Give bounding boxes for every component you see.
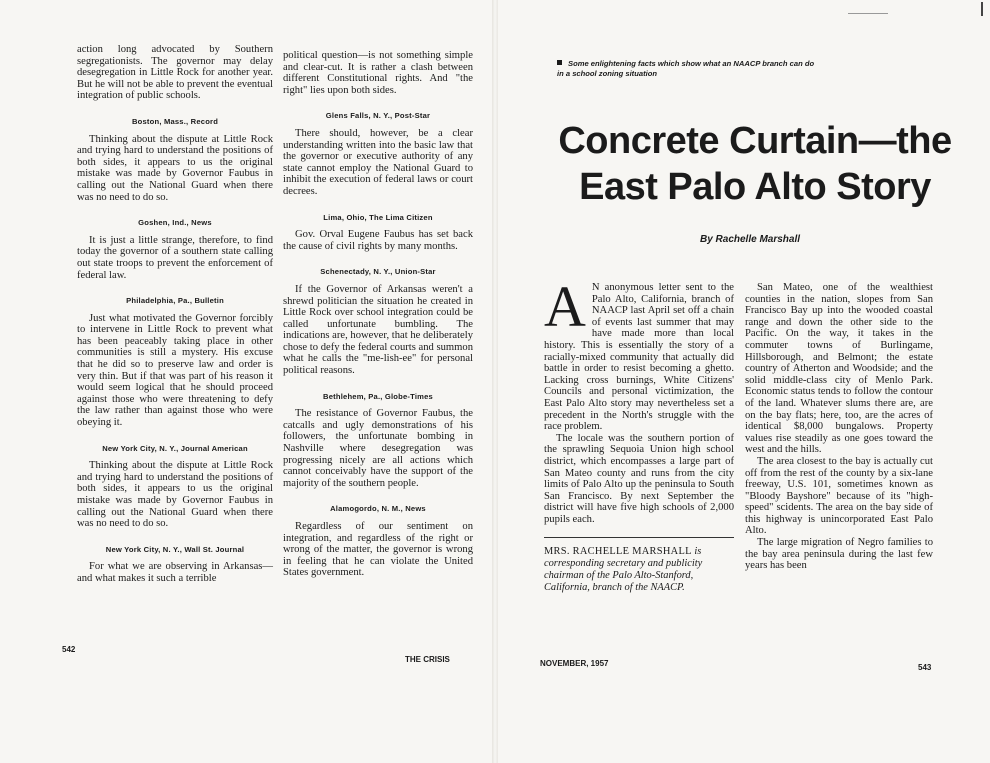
source-heading: Schenectady, N. Y., Union-Star bbox=[320, 267, 436, 277]
headline-line-2: East Palo Alto Story bbox=[579, 166, 931, 208]
article-column-2 bbox=[745, 282, 933, 572]
drop-cap: A bbox=[544, 274, 586, 339]
bullet-icon bbox=[557, 60, 562, 65]
editorial-quote: Just what motivated the Governor forcibly to intervene in Little Rock to prevent what has been peaceably taking place in other communities is still a mystery. His excuse that he did so to preserve law and order is very thin. But if that was part of his reason it would seem logical that he should proceed against those who were threatening to defy the law rather than against those who were obeying it. bbox=[77, 312, 273, 429]
author-note-text: is corresponding secretary and publicity chairman of the Palo Alto-Stanford, California, branch of the NAACP. bbox=[544, 546, 703, 594]
editorial-quote: There should, however, be a clear understanding written into the basic law that the governor or executive authority of any state cannot employ the National Guard to inhibit the execution of federal laws or court decrees. bbox=[283, 127, 473, 197]
left-column-2 bbox=[283, 50, 473, 579]
left-running-title: THE CRISIS bbox=[405, 655, 450, 664]
source-heading: Alamogordo, N. M., News bbox=[330, 504, 426, 514]
right-page-number: 543 bbox=[918, 663, 932, 672]
left-column-1 bbox=[77, 44, 273, 585]
article-paragraph: The large migration of Negro families to the bay area peninsula during the last few years has been bbox=[745, 537, 933, 572]
source-heading: Philadelphia, Pa., Bulletin bbox=[126, 296, 224, 306]
source-heading: Boston, Mass., Record bbox=[131, 116, 219, 126]
article-paragraph: N anonymous letter sent to the Palo Alto, California, branch of NAACP last April set off a chain of events last summer that may have made more than local history. This is essentially the story of a racially-mixed community that actually did battle in order to resist becoming a ghetto. Lacking cross burnings, White Citizens' Councils and personal victimization, the East Palo Alto story may nevertheless set a precedent in the North's struggle with the race problem. bbox=[544, 282, 734, 433]
source-heading: Lima, Ohio, The Lima Citizen bbox=[323, 212, 433, 222]
col1-intro: action long advocated by Southern segregationists. The governor may delay desegregation in Little Rock for another year. But he will not be able to prevent the eventual integration of public schools. bbox=[77, 44, 273, 102]
author-note bbox=[544, 537, 734, 594]
editorial-quote: Regardless of our sentiment on integration, and regardless of the right or wrong of the matter, the governor is wrong in feeling that he can violate the United States government. bbox=[283, 521, 473, 579]
editorial-quote: For what we are observing in Arkansas—and what makes it such a terrible bbox=[77, 561, 273, 584]
editorial-quote: Thinking about the dispute at Little Rock and trying hard to understand the positions of both sides, it appears to us the original mistake was made by Governor Faubus in calling out the National Guard when there was no need to do so. bbox=[77, 133, 273, 203]
author-note-name: MRS. RACHELLE MARSHALL bbox=[544, 546, 692, 558]
headline-line-1: Concrete Curtain—the bbox=[558, 120, 952, 162]
left-page-number: 542 bbox=[62, 645, 76, 654]
kicker-text: Some enlightening facts which show what an NAACP branch can do in a school zoning situation bbox=[557, 59, 815, 78]
scan-mark bbox=[981, 2, 983, 16]
source-heading: New York City, N. Y., Journal American bbox=[102, 443, 248, 453]
editorial-quote: The resistance of Governor Faubus, the catcalls and ugly demonstrations of his followers, the unfortunate bombing in Nashville where desegregation was progressing nicely are all actions which cannot conceivably have the support of the majority of the southern people. bbox=[283, 408, 473, 489]
right-page-date: NOVEMBER, 1957 bbox=[540, 659, 609, 668]
article-column-1 bbox=[544, 274, 734, 594]
article-paragraph: The area closest to the bay is actually cut off from the rest of the county by a six-lane freeway, U.S. 101, sometimes known as "Bloody Bayshore" because of its "high-speed" scidents. The area on the bay side of this highway is unincorporated East Palo Alto. bbox=[745, 455, 933, 537]
editorial-quote: If the Governor of Arkansas weren't a shrewd politician the situation he created in Little Rock over school integration could be called unfortunate bumbling. The indications are, however, that he deliberately chose to defy the federal courts and summon what he calls the "me-lish-ee" for personal political reasons. bbox=[283, 283, 473, 377]
col2-intro: political question—is not something simple and clear-cut. It is rather a clash between different Constitutional rights. And "the right" lies upon both sides. bbox=[283, 50, 473, 96]
editorial-quote: Thinking about the dispute at Little Rock and trying hard to understand the positions of both sides, it appears to us the original mistake was made by Governor Faubus in calling out the National Guard when there was no need to do so. bbox=[77, 460, 273, 530]
article-headline bbox=[540, 118, 970, 210]
editorial-quote: Gov. Orval Eugene Faubus has set back the cause of civil rights by many months. bbox=[283, 229, 473, 252]
article-paragraph: San Mateo, one of the wealthiest counties in the nation, slopes from San Francisco Bay up into the wooded coastal range and down the other side to the Pacific. On the way, it takes in the commuter towns of Burlingame, Hillsborough, and Belmont; the estate country of Atherton and Woodside; and the solid middle-class city of Menlo Park. Economic status tends to follow the contour of the land. Whatever slums there are, are on the bay flats; here, too, are the acres of identical $8,000 bungalows. Property values rise steadily as one goes toward the west and the hills. bbox=[745, 282, 933, 456]
source-heading: Glens Falls, N. Y., Post-Star bbox=[325, 111, 431, 121]
article-byline: By Rachelle Marshall bbox=[699, 234, 801, 245]
editorial-quote: It is just a little strange, therefore, to find today the governor of a southern state calling out state troops to prevent the enforcement of federal law. bbox=[77, 234, 273, 281]
article-kicker bbox=[557, 59, 817, 79]
article-paragraph: The locale was the southern portion of the sprawling Sequoia Union high school district, which encompasses a large part of San Mateo county and runs from the city limits of Palo Alto up the peninsula to South San Francisco. By next September the district will have five high schools of 2,000 pupils each. bbox=[544, 432, 734, 525]
source-heading: New York City, N. Y., Wall St. Journal bbox=[105, 544, 245, 554]
scan-mark bbox=[848, 13, 888, 14]
source-heading: Bethlehem, Pa., Globe-Times bbox=[323, 391, 433, 401]
source-heading: Goshen, Ind., News bbox=[138, 218, 212, 228]
